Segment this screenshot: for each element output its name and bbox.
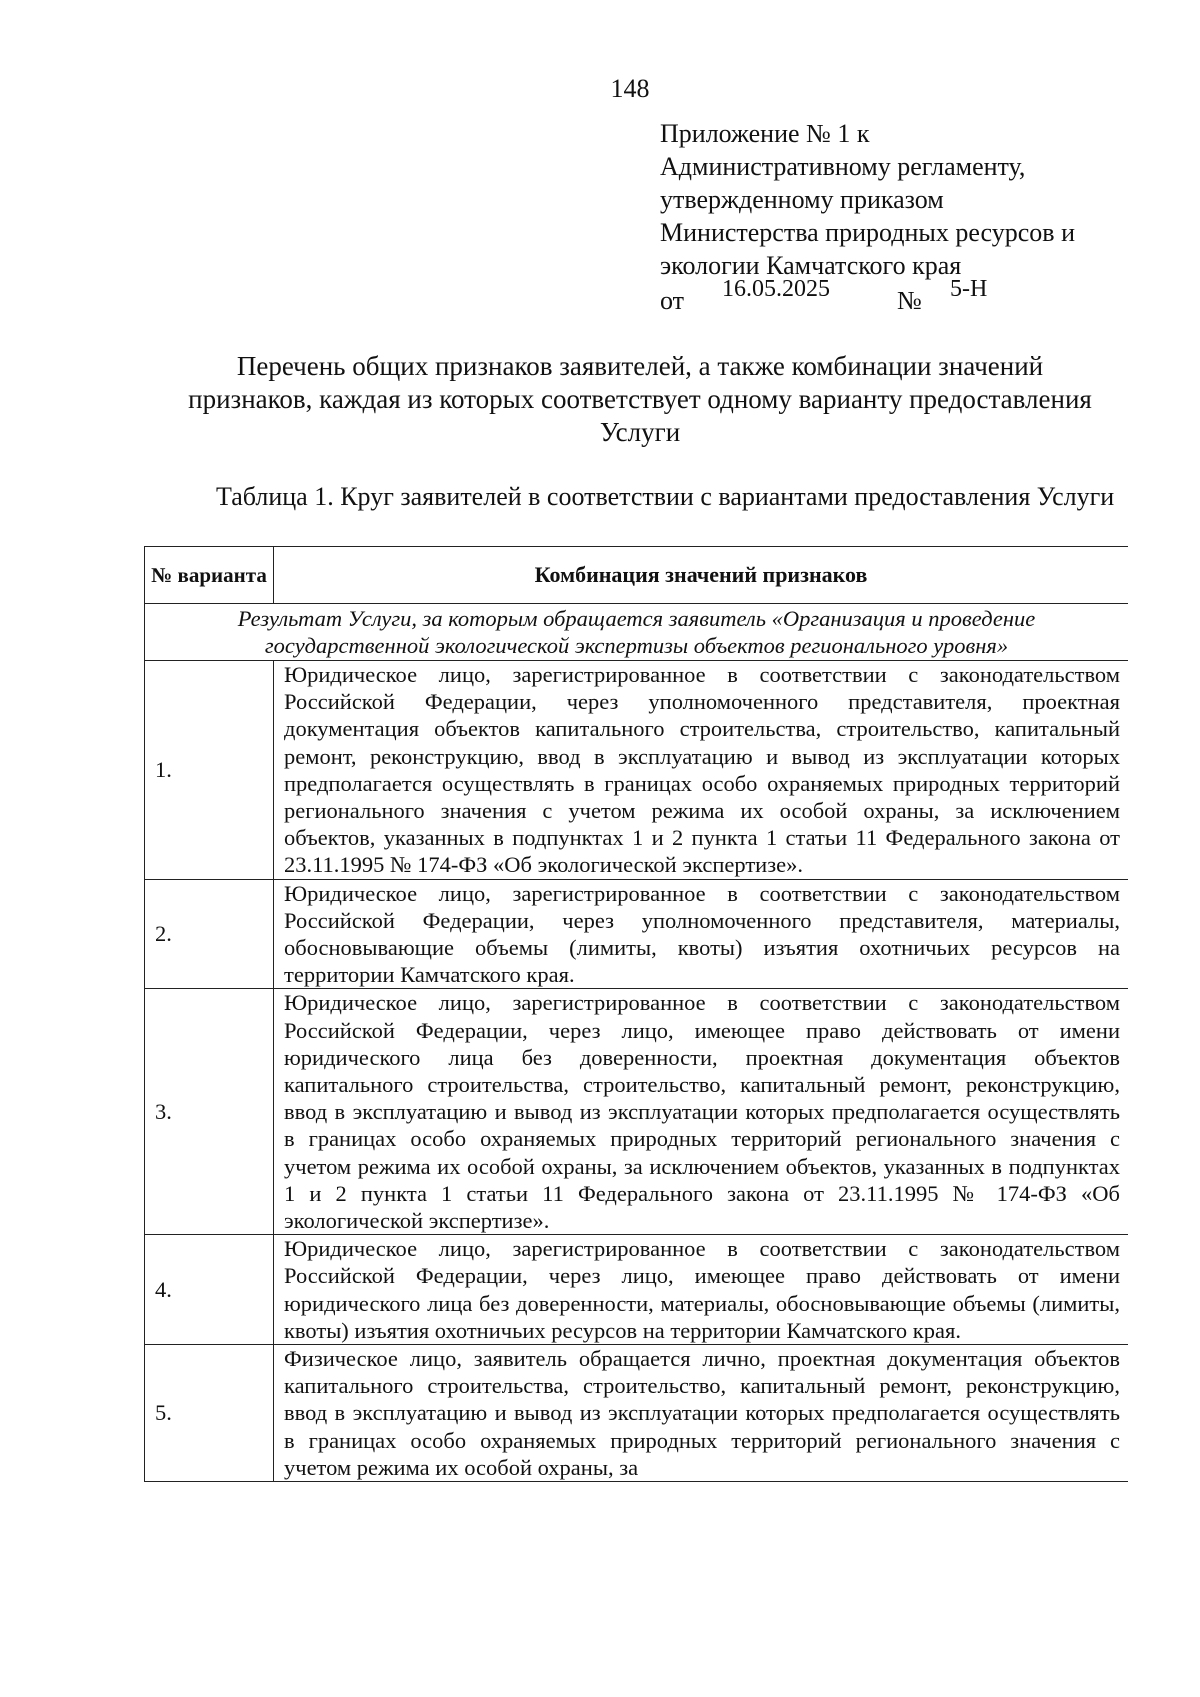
document-number: 5-Н <box>950 276 988 302</box>
variant-combination: Юридическое лицо, зарегистрированное в соответствии с законодательством Российской Федерации, через уполномоченного представителя, проектная документация объектов капитального строительства, строительство, капитальный ремонт, реконструкцию, ввод в эксплуатацию и вывод из эксплуатации которых предполагается осуществлять в границах особо охраняемых природных территорий регионального значения с учетом режима их особой охраны, за исключением объектов, указанных в подпунктах 1 и 2 пункта 1 статьи 11 Федерального закона от 23.11.1995 № 174-ФЗ «Об экологической экспертизе». <box>274 661 1129 880</box>
section-row <box>145 604 1129 661</box>
variant-combination: Юридическое лицо, зарегистрированное в соответствии с законодательством Российской Федерации, через лицо, имеющее право действовать от имени юридического лица без доверенности, проектная документация объектов капитального строительства, строительство, капитальный ремонт, реконструкцию, ввод в эксплуатацию и вывод из эксплуатации которых предполагается осуществлять в границах особо охраняемых природных территорий регионального значения с учетом режима их особой охраны, за исключением объектов, указанных в подпунктах 1 и 2 пункта 1 статьи 11 Федерального закона от 23.11.1995 № 174-ФЗ «Об экологической экспертизе». <box>274 989 1129 1235</box>
table-row <box>145 879 1129 989</box>
appendix-line: Административному регламенту, <box>660 152 1026 181</box>
table-row <box>145 989 1129 1235</box>
appendix-line: Министерства природных ресурсов и <box>660 218 1075 247</box>
table-row <box>145 1235 1129 1345</box>
variants-table <box>144 546 1128 1482</box>
document-date: 16.05.2025 <box>722 276 830 302</box>
variant-number: 5. <box>145 1345 274 1482</box>
variant-number: 2. <box>145 879 274 989</box>
header-variant-number: № варианта <box>145 547 274 604</box>
table-header-row <box>145 547 1129 604</box>
table-row <box>145 661 1129 880</box>
title-line: Перечень общих признаков заявителей, а также комбинации значений <box>236 351 1044 381</box>
title-line: Услуги <box>599 417 681 447</box>
variant-combination: Юридическое лицо, зарегистрированное в соответствии с законодательством Российской Федерации, через лицо, имеющее право действовать от имени юридического лица без доверенности, материалы, обосновывающие объемы (лимиты, квоты) изъятия охотничьих ресурсов на территории Камчатского края. <box>274 1235 1129 1345</box>
number-sign: № <box>897 286 922 315</box>
page-number: 148 <box>610 74 650 103</box>
variant-number: 1. <box>145 661 274 880</box>
document-title <box>150 350 1130 449</box>
section-title: Результат Услуги, за которым обращается заявитель «Организация и проведение государственной экологической экспертизы объектов регионального уровня» <box>145 604 1129 661</box>
appendix-line: экологии Камчатского края <box>660 251 962 280</box>
variant-number: 3. <box>145 989 274 1235</box>
title-line: признаков, каждая из которых соответствует одному варианту предоставления <box>188 384 1092 414</box>
variant-combination: Физическое лицо, заявитель обращается лично, проектная документация объектов капитального строительства, строительство, капитальный ремонт, реконструкцию, ввод в эксплуатацию и вывод из эксплуатации которых предполагается осуществлять в границах особо охраняемых природных территорий регионального значения с учетом режима их особой охраны, за <box>274 1345 1129 1482</box>
appendix-line: Приложение № 1 к <box>660 119 870 148</box>
table-container <box>144 546 1128 1568</box>
header-combination: Комбинация значений признаков <box>274 547 1129 604</box>
table-row <box>145 1345 1129 1482</box>
date-prefix: от <box>660 286 685 315</box>
variant-combination: Юридическое лицо, зарегистрированное в соответствии с законодательством Российской Федерации, через уполномоченного представителя, материалы, обосновывающие объемы (лимиты, квоты) изъятия охотничьих ресурсов на территории Камчатского края. <box>274 879 1129 989</box>
table-caption: Таблица 1. Круг заявителей в соответствии с вариантами предоставления Услуги <box>216 482 1115 511</box>
variant-number: 4. <box>145 1235 274 1345</box>
appendix-block <box>660 117 1130 282</box>
appendix-date-row <box>660 276 1060 315</box>
appendix-line: утвержденному приказом <box>660 185 944 214</box>
